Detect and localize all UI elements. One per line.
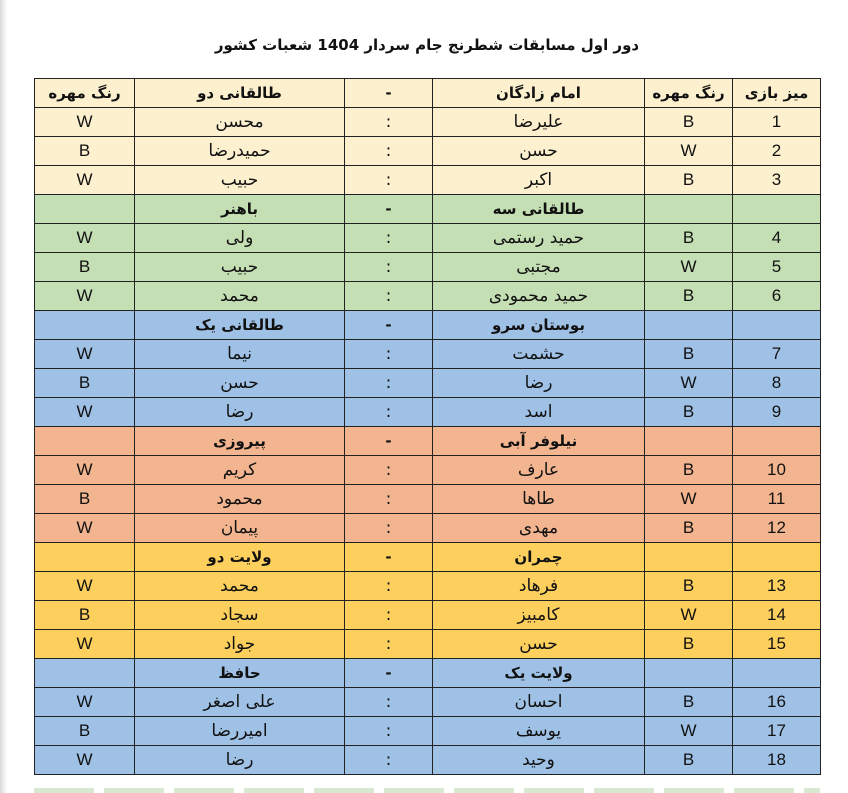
table-number-cell: 12 (733, 514, 821, 543)
page-edge-shadow (0, 0, 8, 793)
team-b-name: باهنر (135, 195, 345, 224)
pairing-row (35, 224, 821, 253)
empty-cell (733, 659, 821, 688)
next-page-edge (34, 788, 820, 793)
header-table-col: میز بازی (733, 79, 821, 108)
header-team-2: طالقانی دو (135, 79, 345, 108)
score-separator-cell: : (345, 717, 433, 746)
table-number-cell: 18 (733, 746, 821, 775)
header-row (35, 79, 821, 108)
header-team-1: امام زادگان (433, 79, 645, 108)
color-a-cell: B (645, 688, 733, 717)
header-separator: - (345, 79, 433, 108)
team-separator: - (345, 427, 433, 456)
empty-cell (733, 311, 821, 340)
pairing-row (35, 253, 821, 282)
color-b-cell: W (35, 108, 135, 137)
empty-cell (35, 659, 135, 688)
score-separator-cell: : (345, 253, 433, 282)
table-number-cell: 10 (733, 456, 821, 485)
color-b-cell: W (35, 456, 135, 485)
color-b-cell: B (35, 717, 135, 746)
pairings-table (34, 78, 821, 775)
player-b-cell: رضا (135, 746, 345, 775)
team-separator: - (345, 659, 433, 688)
color-b-cell: B (35, 137, 135, 166)
color-a-cell: B (645, 340, 733, 369)
team-b-name: ولایت دو (135, 543, 345, 572)
score-separator-cell: : (345, 340, 433, 369)
player-a-cell: کامبیز (433, 601, 645, 630)
page-title: دور اول مسابقات شطرنج جام سردار 1404 شعبات کشور (214, 36, 640, 54)
score-separator-cell: : (345, 688, 433, 717)
table-number-cell: 17 (733, 717, 821, 746)
player-a-cell: اسد (433, 398, 645, 427)
empty-cell (733, 427, 821, 456)
player-b-cell: جواد (135, 630, 345, 659)
score-separator-cell: : (345, 630, 433, 659)
score-separator-cell: : (345, 108, 433, 137)
score-separator-cell: : (345, 572, 433, 601)
color-a-cell: B (645, 224, 733, 253)
pairing-row (35, 717, 821, 746)
score-separator-cell: : (345, 456, 433, 485)
color-b-cell: W (35, 572, 135, 601)
team-header-row (35, 311, 821, 340)
score-separator-cell: : (345, 514, 433, 543)
player-a-cell: طاها (433, 485, 645, 514)
team-a-name: بوستان سرو (433, 311, 645, 340)
score-separator-cell: : (345, 746, 433, 775)
team-separator: - (345, 311, 433, 340)
player-a-cell: حمید محمودی (433, 282, 645, 311)
color-b-cell: W (35, 340, 135, 369)
team-header-row (35, 195, 821, 224)
team-b-name: پیروزی (135, 427, 345, 456)
player-a-cell: علیرضا (433, 108, 645, 137)
color-b-cell: W (35, 166, 135, 195)
empty-cell (733, 195, 821, 224)
player-b-cell: محمود (135, 485, 345, 514)
player-a-cell: حشمت (433, 340, 645, 369)
pairing-row (35, 137, 821, 166)
color-b-cell: B (35, 485, 135, 514)
empty-cell (645, 311, 733, 340)
color-a-cell: B (645, 166, 733, 195)
score-separator-cell: : (345, 369, 433, 398)
player-b-cell: حبیب (135, 166, 345, 195)
player-a-cell: رضا (433, 369, 645, 398)
score-separator-cell: : (345, 224, 433, 253)
player-a-cell: احسان (433, 688, 645, 717)
pairing-row (35, 369, 821, 398)
pairing-row (35, 485, 821, 514)
color-b-cell: W (35, 746, 135, 775)
player-b-cell: حسن (135, 369, 345, 398)
player-b-cell: کریم (135, 456, 345, 485)
player-b-cell: محمد (135, 572, 345, 601)
empty-cell (645, 543, 733, 572)
header-color-col-1: رنگ مهره (645, 79, 733, 108)
empty-cell (733, 543, 821, 572)
score-separator-cell: : (345, 485, 433, 514)
team-a-name: چمران (433, 543, 645, 572)
color-a-cell: B (645, 630, 733, 659)
team-header-row (35, 659, 821, 688)
score-separator-cell: : (345, 282, 433, 311)
empty-cell (35, 195, 135, 224)
team-a-name: نیلوفر آبی (433, 427, 645, 456)
color-a-cell: B (645, 108, 733, 137)
pairing-row (35, 340, 821, 369)
color-a-cell: W (645, 717, 733, 746)
color-b-cell: W (35, 398, 135, 427)
score-separator-cell: : (345, 137, 433, 166)
color-b-cell: B (35, 253, 135, 282)
player-b-cell: پیمان (135, 514, 345, 543)
player-b-cell: حمیدرضا (135, 137, 345, 166)
empty-cell (645, 427, 733, 456)
pairing-row (35, 630, 821, 659)
pairing-row (35, 688, 821, 717)
player-a-cell: حسن (433, 137, 645, 166)
pairing-row (35, 398, 821, 427)
color-a-cell: W (645, 485, 733, 514)
player-b-cell: رضا (135, 398, 345, 427)
team-b-name: حافظ (135, 659, 345, 688)
pairing-row (35, 282, 821, 311)
color-b-cell: B (35, 601, 135, 630)
team-separator: - (345, 543, 433, 572)
score-separator-cell: : (345, 166, 433, 195)
empty-cell (35, 427, 135, 456)
color-a-cell: W (645, 601, 733, 630)
table-number-cell: 4 (733, 224, 821, 253)
color-b-cell: B (35, 369, 135, 398)
table-number-cell: 13 (733, 572, 821, 601)
pairing-row (35, 514, 821, 543)
table-number-cell: 14 (733, 601, 821, 630)
color-a-cell: B (645, 456, 733, 485)
team-header-row (35, 427, 821, 456)
player-b-cell: ولی (135, 224, 345, 253)
player-a-cell: یوسف (433, 717, 645, 746)
player-a-cell: اکبر (433, 166, 645, 195)
pairing-row (35, 456, 821, 485)
color-a-cell: B (645, 398, 733, 427)
color-b-cell: W (35, 630, 135, 659)
table-number-cell: 1 (733, 108, 821, 137)
team-a-name: ولایت یک (433, 659, 645, 688)
color-b-cell: W (35, 224, 135, 253)
player-a-cell: حمید رستمی (433, 224, 645, 253)
player-a-cell: فرهاد (433, 572, 645, 601)
table-number-cell: 2 (733, 137, 821, 166)
score-separator-cell: : (345, 601, 433, 630)
empty-cell (645, 195, 733, 224)
team-header-row (35, 543, 821, 572)
color-b-cell: W (35, 688, 135, 717)
color-a-cell: W (645, 369, 733, 398)
pairing-row (35, 572, 821, 601)
empty-cell (35, 543, 135, 572)
player-a-cell: مجتبی (433, 253, 645, 282)
player-a-cell: وحید (433, 746, 645, 775)
table-number-cell: 9 (733, 398, 821, 427)
color-a-cell: B (645, 514, 733, 543)
empty-cell (35, 311, 135, 340)
color-a-cell: B (645, 282, 733, 311)
color-b-cell: W (35, 514, 135, 543)
score-separator-cell: : (345, 398, 433, 427)
table-number-cell: 5 (733, 253, 821, 282)
pairing-row (35, 108, 821, 137)
table-number-cell: 15 (733, 630, 821, 659)
player-a-cell: مهدی (433, 514, 645, 543)
player-b-cell: نیما (135, 340, 345, 369)
color-a-cell: B (645, 746, 733, 775)
pairing-row (35, 746, 821, 775)
pairing-row (35, 166, 821, 195)
color-a-cell: B (645, 572, 733, 601)
table-number-cell: 11 (733, 485, 821, 514)
player-b-cell: محسن (135, 108, 345, 137)
table-number-cell: 16 (733, 688, 821, 717)
color-a-cell: W (645, 137, 733, 166)
table-number-cell: 8 (733, 369, 821, 398)
player-b-cell: حبیب (135, 253, 345, 282)
player-a-cell: حسن (433, 630, 645, 659)
player-a-cell: عارف (433, 456, 645, 485)
team-separator: - (345, 195, 433, 224)
pairing-row (35, 601, 821, 630)
player-b-cell: علی اصغر (135, 688, 345, 717)
table-number-cell: 7 (733, 340, 821, 369)
color-a-cell: W (645, 253, 733, 282)
player-b-cell: محمد (135, 282, 345, 311)
player-b-cell: سجاد (135, 601, 345, 630)
empty-cell (645, 659, 733, 688)
team-b-name: طالقانی یک (135, 311, 345, 340)
player-b-cell: امیررضا (135, 717, 345, 746)
header-color-col-2: رنگ مهره (35, 79, 135, 108)
pairings-body (35, 108, 821, 775)
color-b-cell: W (35, 282, 135, 311)
table-number-cell: 3 (733, 166, 821, 195)
table-number-cell: 6 (733, 282, 821, 311)
team-a-name: طالقانی سه (433, 195, 645, 224)
